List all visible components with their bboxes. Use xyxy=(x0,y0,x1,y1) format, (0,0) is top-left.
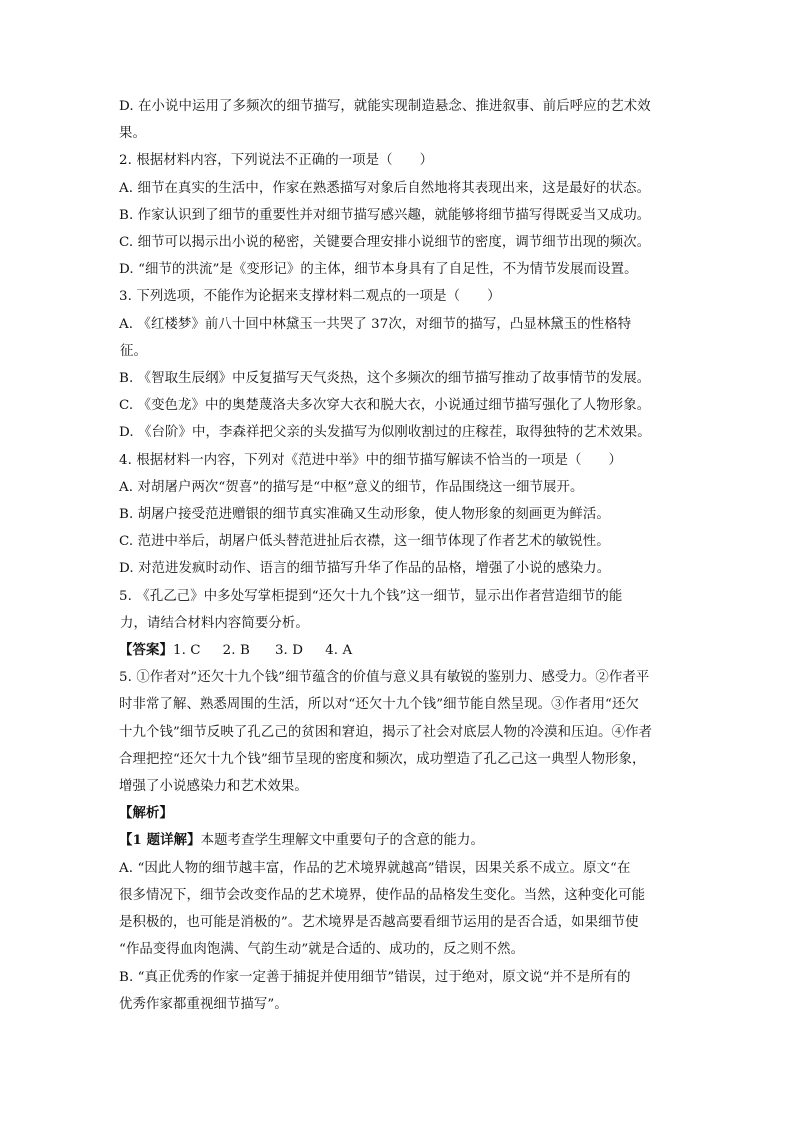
answer-label: 【答案】 xyxy=(119,642,173,659)
option-d-q4: D. 对范进发疯时动作、语言的细节描写升华了作品的品格，增强了小说的感染力。 xyxy=(119,561,611,577)
question-4: 4. 根据材料一内容，下列对《范进中举》中的细节描写解读不恰当的一项是（ ） xyxy=(119,452,622,468)
answer-5-line4: 合理把控“还欠十九个钱”细节呈现的密度和频次，成功塑造了孔乙己这一典型人物形象， xyxy=(119,751,646,767)
option-a-q3-line1: A. 《红楼梦》前八十回中林黛玉一共哭了 37次，对细节的描写，凸显林黛玉的性格特 xyxy=(119,316,632,332)
answer-5-line2: 时非常了解、熟悉周围的生活，所以对“还欠十九个钱”细节能自然呈现。③作者用“还欠 xyxy=(119,697,639,713)
detail-label: 【1 题详解】 xyxy=(119,832,201,849)
option-d-q1-line1: D. 在小说中运用了多频次的细节描写，就能实现制造悬念、推进叙事、前后呼应的艺术效 xyxy=(119,99,651,114)
option-b-q2: B. 作家认识到了细节的重要性并对细节描写感兴趣，就能够将细节描写得既妥当又成功。 xyxy=(119,207,651,223)
option-a-q3-line2: 征。 xyxy=(120,343,147,359)
option-d-q3: D. 《台阶》中，李森祥把父亲的头发描写为似刚收割过的庄稼茬，取得独特的艺术效果。 xyxy=(119,425,651,441)
detail-text: 本题考查学生理解文中重要句子的含意的能力。 xyxy=(200,833,484,849)
answer-3: 3. D xyxy=(274,643,304,659)
option-a-q2: A. 细节在真实的生活中，作家在熟悉描写对象后自然地将其表现出来，这是最好的状态。 xyxy=(119,180,651,196)
option-c-q3: C. 《变色龙》中的奥楚蔑洛夫多次穿大衣和脱大衣，小说通过细节描写强化了人物形象。 xyxy=(119,398,651,414)
option-b-q4: B. 胡屠户接受范进赠银的细节真实准确又生动形象，使人物形象的刻画更为鲜活。 xyxy=(119,507,610,523)
question-5-line1: 5. 《孔乙己》中多处写掌柜提到“还欠十九个钱”这一细节，显示出作者营造细节的能 xyxy=(119,588,623,604)
analysis-a-line1: A. “因此人物的细节越丰富，作品的艺术境界就越高”错误，因果关系不成立。原文“在 xyxy=(119,860,631,876)
option-c-q2: C. 细节可以揭示出小说的秘密，关键要合理安排小说细节的密度，调节细节出现的频次。 xyxy=(119,235,651,251)
option-d-q2: D. “细节的洪流”是《变形记》的主体，细节本身具有了自足性，不为情节发展而设置。 xyxy=(119,262,638,278)
option-b-q3: B. 《智取生辰纲》中反复描写天气炎热，这个多频次的细节描写推动了故事情节的发展。 xyxy=(119,371,651,387)
question-3: 3. 下列选项，不能作为论据来支撑材料二观点的一项是（ ） xyxy=(119,289,501,305)
detail-heading xyxy=(119,827,689,854)
answer-row xyxy=(119,637,689,664)
answer-5-line3: 十九个钱”细节反映了孔乙己的贫困和窘迫，揭示了社会对底层人物的冷漠和压迫。④作者 xyxy=(119,724,653,740)
analysis-label: 【解析】 xyxy=(119,805,173,822)
analysis-a-line4: “作品变得血肉饱满、气韵生动”就是合适的、成功的，反之则不然。 xyxy=(119,942,525,958)
analysis-b-line1: B. “真正优秀的作家一定善于捕捉并使用细节”错误，过于绝对，原文说“并不是所有的 xyxy=(119,969,631,985)
document-content xyxy=(119,93,689,1018)
option-c-q4: C. 范进中举后，胡屠户低头替范进扯后衣襟，这一细节体现了作者艺术的敏锐性。 xyxy=(119,534,610,550)
answer-4: 4. A xyxy=(325,643,353,659)
question-5-line2: 力，请结合材料内容简要分析。 xyxy=(120,615,309,631)
analysis-b-line2: 优秀作家都重视细节描写”。 xyxy=(119,996,288,1012)
analysis-a-line2: 很多情况下，细节会改变作品的艺术境界，使作品的品格发生变化。当然，这种变化可能 xyxy=(119,887,646,903)
option-d-q1-line2: 果。 xyxy=(119,126,146,142)
answer-5-line5: 增强了小说感染力和艺术效果。 xyxy=(119,779,308,795)
option-a-q4: A. 对胡屠户两次“贺喜”的描写是“中枢”意义的细节，作品围绕这一细节展开。 xyxy=(119,479,584,495)
answer-5-line1: 5. ①作者对”还欠十九个钱”细节蕴含的价值与意义具有敏锐的鉴别力、感受力。②作者平 xyxy=(119,670,650,686)
question-2: 2. 根据材料内容，下列说法不正确的一项是（ ） xyxy=(119,153,434,169)
answer-2: 2. B xyxy=(222,643,250,659)
analysis-a-line3: 是积极的，也可能是消极的”。艺术境界是否越高要看细节运用的是否合适，如果细节使 xyxy=(119,915,639,931)
answer-1: 1. C xyxy=(172,643,201,659)
